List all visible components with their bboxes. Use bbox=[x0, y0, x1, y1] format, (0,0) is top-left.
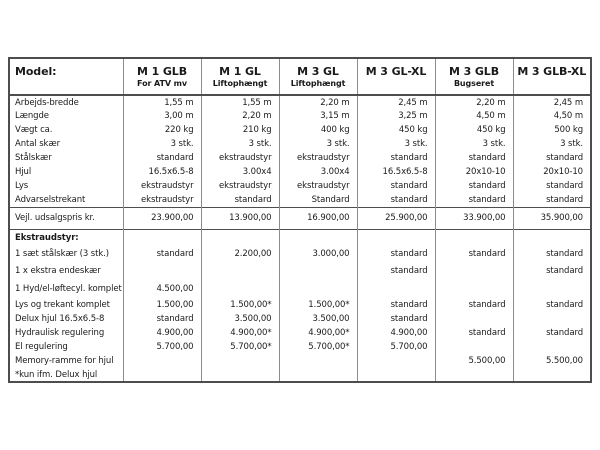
cell-value: 4,50 m bbox=[513, 109, 591, 123]
cell-value bbox=[513, 312, 591, 326]
cell-value: 3.000,00 bbox=[279, 247, 357, 261]
cell-value: ekstraudstyr bbox=[123, 193, 201, 207]
cell-value bbox=[279, 261, 357, 280]
cell-value: ekstraudstyr bbox=[279, 151, 357, 165]
cell-value: standard bbox=[513, 151, 591, 165]
model-spec-price-table bbox=[8, 57, 592, 383]
cell-value: standard bbox=[357, 247, 435, 261]
model-subtitle: Liftophængt bbox=[290, 79, 346, 89]
cell-value: 20x10-10 bbox=[435, 165, 513, 179]
extras-section bbox=[9, 247, 591, 382]
row-label: 1 Hyd/el-løftecyl. komplet bbox=[15, 284, 122, 294]
cell-value: ekstraudstyr bbox=[201, 179, 279, 193]
cell-value: 3.00x4 bbox=[279, 165, 357, 179]
table-row bbox=[9, 193, 591, 207]
model-name: M 1 GL bbox=[219, 65, 261, 78]
table-row bbox=[9, 151, 591, 165]
cell-value: 20x10-10 bbox=[513, 165, 591, 179]
cell-value: 16.900,00 bbox=[279, 207, 357, 229]
row-label: Antal skær bbox=[15, 139, 60, 149]
cell-value bbox=[435, 340, 513, 354]
cell-value: 13.900,00 bbox=[201, 207, 279, 229]
cell-value: standard bbox=[513, 326, 591, 340]
column-header bbox=[357, 58, 435, 95]
cell-value: standard bbox=[435, 193, 513, 207]
cell-value: 1,55 m bbox=[123, 95, 201, 109]
cell-value bbox=[435, 261, 513, 280]
cell-value bbox=[201, 280, 279, 298]
table-row bbox=[9, 109, 591, 123]
cell-value bbox=[435, 368, 513, 382]
cell-value bbox=[357, 354, 435, 368]
spec-section bbox=[9, 95, 591, 207]
cell-value: 4.900,00 bbox=[123, 326, 201, 340]
cell-value: 1.500,00* bbox=[201, 298, 279, 312]
cell-value: 33.900,00 bbox=[435, 207, 513, 229]
table-row bbox=[9, 280, 591, 298]
cell-value: 3.500,00 bbox=[201, 312, 279, 326]
cell-value: standard bbox=[435, 151, 513, 165]
model-header-row bbox=[9, 58, 591, 95]
column-header bbox=[279, 58, 357, 95]
model-subtitle: Bugseret bbox=[453, 79, 495, 89]
cell-value: standard bbox=[357, 312, 435, 326]
cell-value bbox=[513, 340, 591, 354]
cell-value bbox=[279, 229, 357, 247]
cell-value: standard bbox=[357, 193, 435, 207]
model-subtitle: Liftophængt bbox=[212, 79, 268, 89]
cell-value bbox=[357, 229, 435, 247]
cell-value: standard bbox=[123, 151, 201, 165]
cell-value: 5.500,00 bbox=[435, 354, 513, 368]
model-name: M 1 GLB bbox=[137, 65, 187, 78]
row-label: Hjul bbox=[15, 167, 32, 177]
model-name: M 3 GLB-XL bbox=[517, 65, 587, 78]
column-header bbox=[123, 58, 201, 95]
price-row bbox=[9, 207, 591, 229]
cell-value: standard bbox=[513, 193, 591, 207]
cell-value: 3,25 m bbox=[357, 109, 435, 123]
table-row bbox=[9, 368, 591, 382]
cell-value bbox=[123, 354, 201, 368]
row-label: Memory-ramme for hjul bbox=[15, 356, 114, 366]
cell-value bbox=[435, 312, 513, 326]
model-header-label: Model: bbox=[15, 65, 57, 78]
cell-value: 1.500,00* bbox=[279, 298, 357, 312]
cell-value: standard bbox=[513, 247, 591, 261]
table-row bbox=[9, 261, 591, 280]
cell-value: 5.700,00* bbox=[279, 340, 357, 354]
row-label: *kun ifm. Delux hjul bbox=[15, 369, 98, 380]
table-row bbox=[9, 326, 591, 340]
cell-value: 3 stk. bbox=[279, 137, 357, 151]
cell-value: standard bbox=[357, 298, 435, 312]
table-row bbox=[9, 312, 591, 326]
cell-value: 220 kg bbox=[123, 123, 201, 137]
cell-value: 2,20 m bbox=[279, 95, 357, 109]
cell-value: ekstraudstyr bbox=[201, 151, 279, 165]
cell-value bbox=[513, 368, 591, 382]
cell-value: 1.500,00 bbox=[123, 298, 201, 312]
cell-value: ekstraudstyr bbox=[123, 179, 201, 193]
model-name: M 3 GL bbox=[297, 65, 339, 78]
cell-value bbox=[279, 354, 357, 368]
model-name: M 3 GLB bbox=[449, 65, 499, 78]
row-label: Advarselstrekant bbox=[15, 194, 86, 205]
table-row bbox=[9, 354, 591, 368]
cell-value: 5.700,00 bbox=[357, 340, 435, 354]
cell-value: standard bbox=[435, 298, 513, 312]
price-section bbox=[9, 207, 591, 229]
column-header bbox=[513, 58, 591, 95]
cell-value: standard bbox=[123, 312, 201, 326]
row-label: Længde bbox=[15, 111, 49, 121]
cell-value: 2,20 m bbox=[201, 109, 279, 123]
cell-value: standard bbox=[435, 247, 513, 261]
cell-value bbox=[435, 280, 513, 298]
cell-value: 500 kg bbox=[513, 123, 591, 137]
row-label: Lys og trekant komplet bbox=[15, 300, 110, 310]
cell-value bbox=[357, 280, 435, 298]
table-row bbox=[9, 247, 591, 261]
table-row bbox=[9, 137, 591, 151]
cell-value: 2,20 m bbox=[435, 95, 513, 109]
cell-value: 5.500,00 bbox=[513, 354, 591, 368]
cell-value: 5.700,00* bbox=[201, 340, 279, 354]
extras-title-label: Ekstraudstyr: bbox=[15, 233, 79, 244]
cell-value: 2,45 m bbox=[513, 95, 591, 109]
cell-value bbox=[435, 229, 513, 247]
cell-value bbox=[201, 261, 279, 280]
cell-value: 4.900,00 bbox=[357, 326, 435, 340]
row-label: 1 sæt stålskær (3 stk.) bbox=[15, 249, 109, 259]
cell-value: 3 stk. bbox=[357, 137, 435, 151]
cell-value: 25.900,00 bbox=[357, 207, 435, 229]
cell-value: 35.900,00 bbox=[513, 207, 591, 229]
cell-value: 4.900,00* bbox=[201, 326, 279, 340]
cell-value: 3 stk. bbox=[435, 137, 513, 151]
cell-value: standard bbox=[357, 151, 435, 165]
cell-value bbox=[357, 368, 435, 382]
cell-value: 3,00 m bbox=[123, 109, 201, 123]
cell-value bbox=[201, 229, 279, 247]
cell-value: 3 stk. bbox=[513, 137, 591, 151]
model-name: M 3 GL-XL bbox=[365, 65, 427, 78]
row-label: El regulering bbox=[15, 342, 68, 352]
row-label: Delux hjul 16.5x6.5-8 bbox=[15, 314, 105, 324]
cell-value: 1,55 m bbox=[201, 95, 279, 109]
cell-value: 4.500,00 bbox=[123, 280, 201, 298]
cell-value: standard bbox=[435, 326, 513, 340]
cell-value: 400 kg bbox=[279, 123, 357, 137]
cell-value: 3 stk. bbox=[201, 137, 279, 151]
row-label: Lys bbox=[15, 181, 29, 191]
cell-value: 3.500,00 bbox=[279, 312, 357, 326]
table-row bbox=[9, 165, 591, 179]
row-label: Vægt ca. bbox=[15, 125, 53, 135]
cell-value bbox=[123, 368, 201, 382]
cell-value: 2,45 m bbox=[357, 95, 435, 109]
cell-value: standard bbox=[513, 179, 591, 193]
cell-value bbox=[123, 261, 201, 280]
cell-value: standard bbox=[357, 261, 435, 280]
cell-value: standard bbox=[513, 261, 591, 280]
table-row bbox=[9, 123, 591, 137]
table-row bbox=[9, 298, 591, 312]
cell-value: 450 kg bbox=[357, 123, 435, 137]
extras-title-section bbox=[9, 229, 591, 247]
cell-value: 3,15 m bbox=[279, 109, 357, 123]
row-label: Stålskær bbox=[15, 153, 52, 163]
column-header bbox=[435, 58, 513, 95]
cell-value: standard bbox=[435, 179, 513, 193]
model-subtitle: For ATV mv bbox=[137, 79, 187, 89]
cell-value: 5.700,00 bbox=[123, 340, 201, 354]
table-row bbox=[9, 179, 591, 193]
cell-value bbox=[513, 280, 591, 298]
cell-value: 16.5x6.5-8 bbox=[357, 165, 435, 179]
cell-value bbox=[201, 368, 279, 382]
cell-value: standard bbox=[123, 247, 201, 261]
cell-value: 23.900,00 bbox=[123, 207, 201, 229]
cell-value: 4.900,00* bbox=[279, 326, 357, 340]
cell-value: 3.00x4 bbox=[201, 165, 279, 179]
extras-title-row bbox=[9, 229, 591, 247]
row-label: 1 x ekstra endeskær bbox=[15, 265, 101, 276]
cell-value: standard bbox=[201, 193, 279, 207]
cell-value: Standard bbox=[279, 193, 357, 207]
cell-value bbox=[201, 354, 279, 368]
row-label: Arbejds-bredde bbox=[15, 97, 79, 108]
cell-value bbox=[279, 368, 357, 382]
cell-value: 2.200,00 bbox=[201, 247, 279, 261]
table-row bbox=[9, 95, 591, 109]
cell-value: 450 kg bbox=[435, 123, 513, 137]
row-label: Hydraulisk regulering bbox=[15, 328, 105, 338]
cell-value: 4,50 m bbox=[435, 109, 513, 123]
cell-value: standard bbox=[357, 179, 435, 193]
cell-value: ekstraudstyr bbox=[279, 179, 357, 193]
cell-value bbox=[513, 229, 591, 247]
cell-value bbox=[279, 280, 357, 298]
column-header bbox=[201, 58, 279, 95]
cell-value: 16.5x6.5-8 bbox=[123, 165, 201, 179]
cell-value bbox=[123, 229, 201, 247]
table-header bbox=[9, 58, 591, 95]
table-row bbox=[9, 340, 591, 354]
cell-value: 210 kg bbox=[201, 123, 279, 137]
row-label: Vejl. udsalgspris kr. bbox=[15, 213, 95, 223]
cell-value: 3 stk. bbox=[123, 137, 201, 151]
cell-value: standard bbox=[513, 298, 591, 312]
